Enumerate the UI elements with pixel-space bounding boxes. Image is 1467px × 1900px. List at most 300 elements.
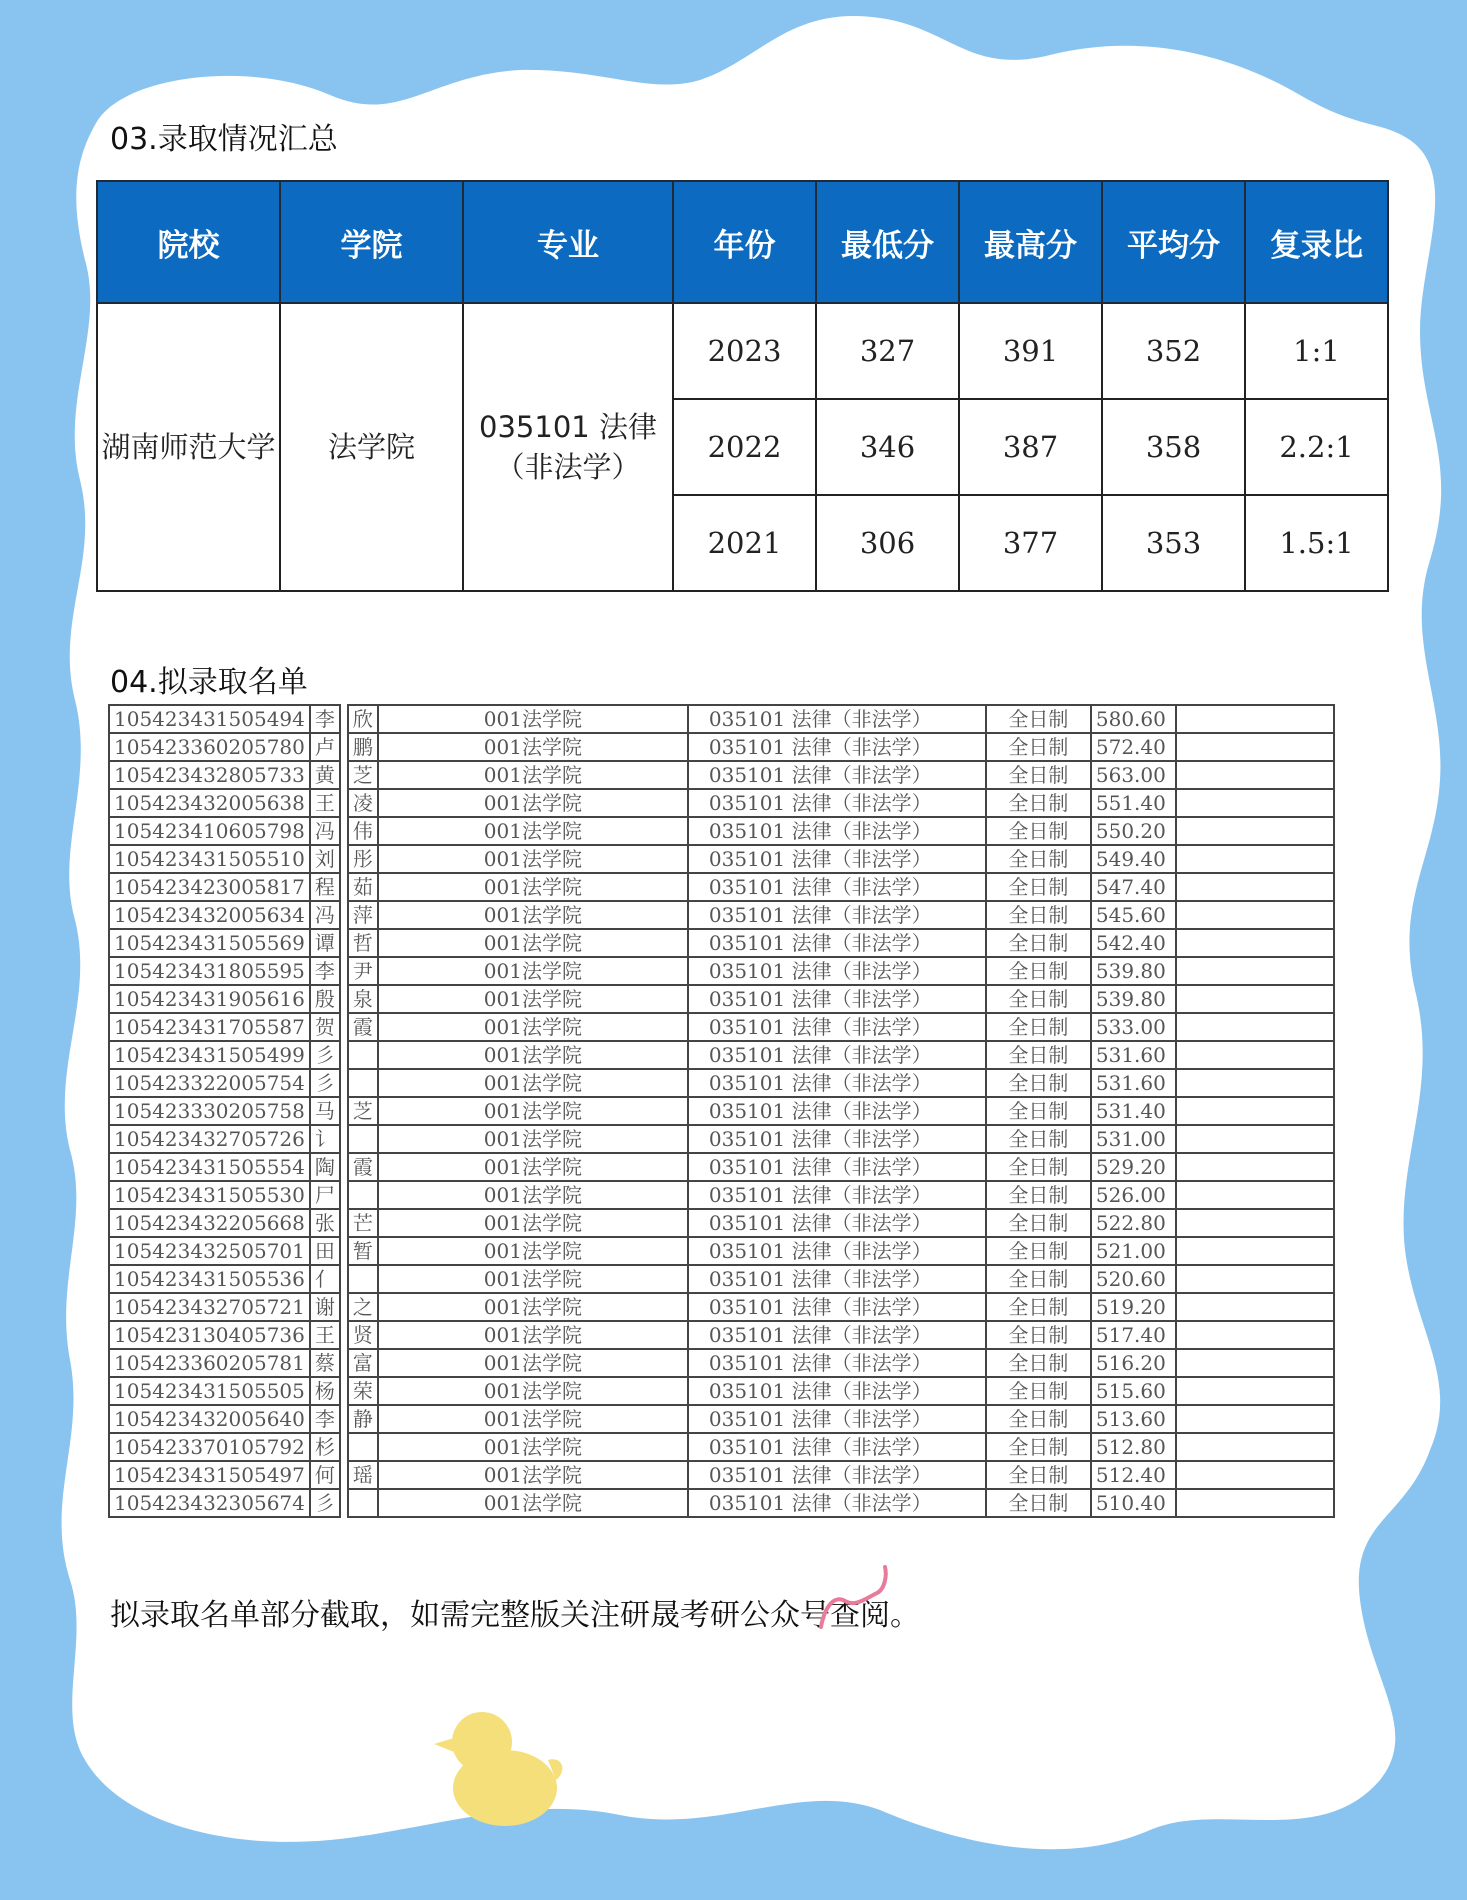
- empty-cell: [1176, 1265, 1334, 1293]
- name-gap-cell: [340, 1041, 348, 1069]
- major-cell: 035101 法律（非法学）: [688, 1153, 986, 1181]
- name-gap-cell: [340, 1433, 348, 1461]
- name-given-cell: 鹏: [348, 733, 378, 761]
- score-cell: 522.80: [1091, 1209, 1176, 1237]
- name-gap-cell: [340, 761, 348, 789]
- score-cell: 531.00: [1091, 1125, 1176, 1153]
- score-cell: 510.40: [1091, 1489, 1176, 1517]
- header-ratio: 复录比: [1245, 181, 1388, 303]
- list-row: [109, 901, 1334, 929]
- score-cell: 512.40: [1091, 1461, 1176, 1489]
- major-cell: 035101 法律（非法学）: [688, 1041, 986, 1069]
- empty-cell: [1176, 873, 1334, 901]
- student-id-cell: 105423431505505: [109, 1377, 310, 1405]
- name-given-cell: [348, 1489, 378, 1517]
- name-surname-cell: 谭: [310, 929, 340, 957]
- name-surname-cell: 李: [310, 957, 340, 985]
- score-cell: 520.60: [1091, 1265, 1176, 1293]
- header-avg-score: 平均分: [1102, 181, 1245, 303]
- name-given-cell: 尹: [348, 957, 378, 985]
- study-mode-cell: 全日制: [986, 1209, 1091, 1237]
- list-row: [109, 1265, 1334, 1293]
- major-cell: 035101 法律（非法学）: [688, 1209, 986, 1237]
- study-mode-cell: 全日制: [986, 1433, 1091, 1461]
- study-mode-cell: 全日制: [986, 1461, 1091, 1489]
- study-mode-cell: 全日制: [986, 1125, 1091, 1153]
- student-id-cell: 105423432205668: [109, 1209, 310, 1237]
- list-row: [109, 845, 1334, 873]
- empty-cell: [1176, 1405, 1334, 1433]
- empty-cell: [1176, 1321, 1334, 1349]
- student-id-cell: 105423431505499: [109, 1041, 310, 1069]
- major-cell: [463, 303, 673, 591]
- score-cell: 533.00: [1091, 1013, 1176, 1041]
- duck-icon: [430, 1700, 570, 1830]
- college-cell: 001法学院: [378, 1405, 688, 1433]
- study-mode-cell: 全日制: [986, 1377, 1091, 1405]
- score-cell: 539.80: [1091, 985, 1176, 1013]
- empty-cell: [1176, 1181, 1334, 1209]
- score-cell: 580.60: [1091, 705, 1176, 733]
- major-cell: 035101 法律（非法学）: [688, 1181, 986, 1209]
- name-given-cell: 荣: [348, 1377, 378, 1405]
- student-id-cell: 105423423005817: [109, 873, 310, 901]
- name-given-cell: 芝: [348, 761, 378, 789]
- name-gap-cell: [340, 817, 348, 845]
- college-cell: 001法学院: [378, 1069, 688, 1097]
- name-gap-cell: [340, 1237, 348, 1265]
- study-mode-cell: 全日制: [986, 1349, 1091, 1377]
- name-given-cell: 静: [348, 1405, 378, 1433]
- score-cell: 513.60: [1091, 1405, 1176, 1433]
- name-gap-cell: [340, 733, 348, 761]
- score-cell: 549.40: [1091, 845, 1176, 873]
- empty-cell: [1176, 733, 1334, 761]
- ratio-cell: 2.2:1: [1245, 399, 1388, 495]
- college-cell: 001法学院: [378, 1293, 688, 1321]
- name-given-cell: [348, 1125, 378, 1153]
- list-row: [109, 1153, 1334, 1181]
- empty-cell: [1176, 761, 1334, 789]
- college-cell: 001法学院: [378, 1461, 688, 1489]
- name-surname-cell: 讠: [310, 1125, 340, 1153]
- college-cell: 001法学院: [378, 1265, 688, 1293]
- section-title-admission-list: 04.拟录取名单: [110, 665, 308, 700]
- empty-cell: [1176, 957, 1334, 985]
- list-row: [109, 817, 1334, 845]
- student-id-cell: 105423431505510: [109, 845, 310, 873]
- ratio-cell: 1:1: [1245, 303, 1388, 399]
- college-cell: 001法学院: [378, 1097, 688, 1125]
- score-cell: 563.00: [1091, 761, 1176, 789]
- name-surname-cell: 彡: [310, 1041, 340, 1069]
- name-surname-cell: 卢: [310, 733, 340, 761]
- name-gap-cell: [340, 1181, 348, 1209]
- college-cell: 001法学院: [378, 733, 688, 761]
- college-cell: 001法学院: [378, 929, 688, 957]
- header-school: 院校: [97, 181, 280, 303]
- empty-cell: [1176, 1377, 1334, 1405]
- major-cell: 035101 法律（非法学）: [688, 1405, 986, 1433]
- student-id-cell: 105423431505497: [109, 1461, 310, 1489]
- empty-cell: [1176, 1237, 1334, 1265]
- name-surname-cell: 尸: [310, 1181, 340, 1209]
- college-cell: 001法学院: [378, 1153, 688, 1181]
- min-cell: 346: [816, 399, 959, 495]
- study-mode-cell: 全日制: [986, 761, 1091, 789]
- college-cell: 001法学院: [378, 1209, 688, 1237]
- name-given-cell: 暂: [348, 1237, 378, 1265]
- name-given-cell: [348, 1433, 378, 1461]
- name-gap-cell: [340, 789, 348, 817]
- name-gap-cell: [340, 1489, 348, 1517]
- list-row: [109, 1209, 1334, 1237]
- min-cell: 327: [816, 303, 959, 399]
- score-cell: 531.60: [1091, 1069, 1176, 1097]
- student-id-cell: 105423432705721: [109, 1293, 310, 1321]
- name-gap-cell: [340, 1405, 348, 1433]
- list-row: [109, 1433, 1334, 1461]
- college-cell: 001法学院: [378, 1377, 688, 1405]
- list-row: [109, 761, 1334, 789]
- ratio-cell: 1.5:1: [1245, 495, 1388, 591]
- college-cell: 001法学院: [378, 705, 688, 733]
- college-cell: 001法学院: [378, 1237, 688, 1265]
- name-gap-cell: [340, 1013, 348, 1041]
- name-given-cell: 贤: [348, 1321, 378, 1349]
- year-cell: 2023: [673, 303, 816, 399]
- study-mode-cell: 全日制: [986, 1153, 1091, 1181]
- footnote: 拟录取名单部分截取，如需完整版关注研晟考研公众号查阅。: [110, 1598, 920, 1633]
- college-cell: 001法学院: [378, 1013, 688, 1041]
- name-gap-cell: [340, 985, 348, 1013]
- list-row: [109, 789, 1334, 817]
- major-code: 035101 法律: [479, 410, 657, 444]
- student-id-cell: 105423370105792: [109, 1433, 310, 1461]
- avg-cell: 353: [1102, 495, 1245, 591]
- name-gap-cell: [340, 1293, 348, 1321]
- header-major: 专业: [463, 181, 673, 303]
- score-cell: 519.20: [1091, 1293, 1176, 1321]
- empty-cell: [1176, 817, 1334, 845]
- name-gap-cell: [340, 1153, 348, 1181]
- score-cell: 572.40: [1091, 733, 1176, 761]
- study-mode-cell: 全日制: [986, 1041, 1091, 1069]
- name-gap-cell: [340, 1097, 348, 1125]
- name-surname-cell: 亻: [310, 1265, 340, 1293]
- name-surname-cell: 王: [310, 1321, 340, 1349]
- name-given-cell: 富: [348, 1349, 378, 1377]
- major-cell: 035101 法律（非法学）: [688, 789, 986, 817]
- name-surname-cell: 彡: [310, 1489, 340, 1517]
- college-cell: 001法学院: [378, 761, 688, 789]
- study-mode-cell: 全日制: [986, 705, 1091, 733]
- name-given-cell: 之: [348, 1293, 378, 1321]
- empty-cell: [1176, 1349, 1334, 1377]
- name-surname-cell: 陶: [310, 1153, 340, 1181]
- score-cell: 542.40: [1091, 929, 1176, 957]
- score-cell: 512.80: [1091, 1433, 1176, 1461]
- school-cell: 湖南师范大学: [97, 303, 280, 591]
- college-cell: 001法学院: [378, 901, 688, 929]
- major-cell: 035101 法律（非法学）: [688, 1265, 986, 1293]
- student-id-cell: 105423431505554: [109, 1153, 310, 1181]
- empty-cell: [1176, 1153, 1334, 1181]
- name-surname-cell: 殷: [310, 985, 340, 1013]
- list-row: [109, 1349, 1334, 1377]
- student-id-cell: 105423431505569: [109, 929, 310, 957]
- major-name: （非法学）: [495, 450, 641, 484]
- college-cell: 001法学院: [378, 845, 688, 873]
- list-row: [109, 1293, 1334, 1321]
- list-row: [109, 1461, 1334, 1489]
- student-id-cell: 105423410605798: [109, 817, 310, 845]
- list-row: [109, 733, 1334, 761]
- study-mode-cell: 全日制: [986, 901, 1091, 929]
- list-row: [109, 1405, 1334, 1433]
- empty-cell: [1176, 1097, 1334, 1125]
- major-cell: 035101 法律（非法学）: [688, 1097, 986, 1125]
- name-gap-cell: [340, 1349, 348, 1377]
- study-mode-cell: 全日制: [986, 789, 1091, 817]
- admission-summary-table: [96, 180, 1389, 592]
- empty-cell: [1176, 1041, 1334, 1069]
- college-cell: 001法学院: [378, 1433, 688, 1461]
- student-id-cell: 105423432705726: [109, 1125, 310, 1153]
- name-gap-cell: [340, 1125, 348, 1153]
- list-row: [109, 1489, 1334, 1517]
- study-mode-cell: 全日制: [986, 957, 1091, 985]
- empty-cell: [1176, 1069, 1334, 1097]
- list-row: [109, 929, 1334, 957]
- college-cell: 001法学院: [378, 1489, 688, 1517]
- name-gap-cell: [340, 1461, 348, 1489]
- list-row: [109, 1097, 1334, 1125]
- summary-header-row: [97, 181, 1388, 303]
- college-cell: 001法学院: [378, 1125, 688, 1153]
- list-row: [109, 1013, 1334, 1041]
- student-id-cell: 105423432505701: [109, 1237, 310, 1265]
- name-given-cell: 伟: [348, 817, 378, 845]
- score-cell: 521.00: [1091, 1237, 1176, 1265]
- min-cell: 306: [816, 495, 959, 591]
- study-mode-cell: 全日制: [986, 1293, 1091, 1321]
- empty-cell: [1176, 1433, 1334, 1461]
- name-surname-cell: 彡: [310, 1069, 340, 1097]
- name-given-cell: 茹: [348, 873, 378, 901]
- study-mode-cell: 全日制: [986, 1237, 1091, 1265]
- score-cell: 550.20: [1091, 817, 1176, 845]
- empty-cell: [1176, 1489, 1334, 1517]
- name-given-cell: [348, 1069, 378, 1097]
- major-cell: 035101 法律（非法学）: [688, 1377, 986, 1405]
- study-mode-cell: 全日制: [986, 845, 1091, 873]
- study-mode-cell: 全日制: [986, 1097, 1091, 1125]
- name-gap-cell: [340, 929, 348, 957]
- name-given-cell: 芒: [348, 1209, 378, 1237]
- name-surname-cell: 程: [310, 873, 340, 901]
- college-cell: 001法学院: [378, 789, 688, 817]
- name-surname-cell: 王: [310, 789, 340, 817]
- empty-cell: [1176, 1293, 1334, 1321]
- max-cell: 387: [959, 399, 1102, 495]
- empty-cell: [1176, 789, 1334, 817]
- student-id-cell: 105423432005634: [109, 901, 310, 929]
- score-cell: 545.60: [1091, 901, 1176, 929]
- score-cell: 529.20: [1091, 1153, 1176, 1181]
- study-mode-cell: 全日制: [986, 1069, 1091, 1097]
- header-max-score: 最高分: [959, 181, 1102, 303]
- student-id-cell: 105423431905616: [109, 985, 310, 1013]
- name-surname-cell: 冯: [310, 817, 340, 845]
- list-row: [109, 1069, 1334, 1097]
- score-cell: 531.40: [1091, 1097, 1176, 1125]
- name-surname-cell: 李: [310, 1405, 340, 1433]
- student-id-cell: 105423431505494: [109, 705, 310, 733]
- score-cell: 539.80: [1091, 957, 1176, 985]
- name-given-cell: [348, 1265, 378, 1293]
- college-cell: 001法学院: [378, 1349, 688, 1377]
- major-cell: 035101 法律（非法学）: [688, 1125, 986, 1153]
- study-mode-cell: 全日制: [986, 1013, 1091, 1041]
- study-mode-cell: 全日制: [986, 1321, 1091, 1349]
- name-surname-cell: 黄: [310, 761, 340, 789]
- name-gap-cell: [340, 845, 348, 873]
- name-gap-cell: [340, 1377, 348, 1405]
- major-cell: 035101 法律（非法学）: [688, 1461, 986, 1489]
- score-cell: 516.20: [1091, 1349, 1176, 1377]
- list-row: [109, 1377, 1334, 1405]
- major-cell: 035101 法律（非法学）: [688, 929, 986, 957]
- major-cell: 035101 法律（非法学）: [688, 1069, 986, 1097]
- score-cell: 551.40: [1091, 789, 1176, 817]
- major-cell: 035101 法律（非法学）: [688, 1237, 986, 1265]
- college-cell: 001法学院: [378, 1041, 688, 1069]
- name-gap-cell: [340, 873, 348, 901]
- major-cell: 035101 法律（非法学）: [688, 1321, 986, 1349]
- list-row: [109, 1041, 1334, 1069]
- name-surname-cell: 李: [310, 705, 340, 733]
- name-given-cell: 霞: [348, 1153, 378, 1181]
- major-cell: 035101 法律（非法学）: [688, 901, 986, 929]
- major-cell: 035101 法律（非法学）: [688, 845, 986, 873]
- empty-cell: [1176, 901, 1334, 929]
- list-row: [109, 1237, 1334, 1265]
- student-id-cell: 105423432005638: [109, 789, 310, 817]
- name-given-cell: 欣: [348, 705, 378, 733]
- major-cell: 035101 法律（非法学）: [688, 873, 986, 901]
- name-given-cell: 泉: [348, 985, 378, 1013]
- student-id-cell: 105423432305674: [109, 1489, 310, 1517]
- score-cell: 515.60: [1091, 1377, 1176, 1405]
- score-cell: 517.40: [1091, 1321, 1176, 1349]
- name-surname-cell: 何: [310, 1461, 340, 1489]
- list-row: [109, 1321, 1334, 1349]
- name-surname-cell: 杉: [310, 1433, 340, 1461]
- name-given-cell: 彤: [348, 845, 378, 873]
- student-id-cell: 105423432005640: [109, 1405, 310, 1433]
- empty-cell: [1176, 1209, 1334, 1237]
- college-cell: 001法学院: [378, 1181, 688, 1209]
- study-mode-cell: 全日制: [986, 985, 1091, 1013]
- student-id-cell: 105423330205758: [109, 1097, 310, 1125]
- name-gap-cell: [340, 1069, 348, 1097]
- name-surname-cell: 冯: [310, 901, 340, 929]
- study-mode-cell: 全日制: [986, 1405, 1091, 1433]
- pink-scribble-icon: [815, 1555, 895, 1635]
- admission-list-table: [108, 704, 1335, 1518]
- name-gap-cell: [340, 705, 348, 733]
- name-given-cell: 芝: [348, 1097, 378, 1125]
- college-cell: 001法学院: [378, 985, 688, 1013]
- name-surname-cell: 张: [310, 1209, 340, 1237]
- header-year: 年份: [673, 181, 816, 303]
- empty-cell: [1176, 985, 1334, 1013]
- name-surname-cell: 蔡: [310, 1349, 340, 1377]
- empty-cell: [1176, 929, 1334, 957]
- name-given-cell: 哲: [348, 929, 378, 957]
- header-college: 学院: [280, 181, 463, 303]
- summary-row: [97, 303, 1388, 399]
- list-row: [109, 873, 1334, 901]
- avg-cell: 352: [1102, 303, 1245, 399]
- name-surname-cell: 田: [310, 1237, 340, 1265]
- major-cell: 035101 法律（非法学）: [688, 957, 986, 985]
- student-id-cell: 105423431705587: [109, 1013, 310, 1041]
- score-cell: 526.00: [1091, 1181, 1176, 1209]
- name-surname-cell: 马: [310, 1097, 340, 1125]
- student-id-cell: 105423432805733: [109, 761, 310, 789]
- study-mode-cell: 全日制: [986, 1181, 1091, 1209]
- max-cell: 377: [959, 495, 1102, 591]
- name-given-cell: 凌: [348, 789, 378, 817]
- empty-cell: [1176, 845, 1334, 873]
- student-id-cell: 105423431505530: [109, 1181, 310, 1209]
- college-cell: 001法学院: [378, 957, 688, 985]
- name-given-cell: 瑶: [348, 1461, 378, 1489]
- study-mode-cell: 全日制: [986, 929, 1091, 957]
- study-mode-cell: 全日制: [986, 873, 1091, 901]
- student-id-cell: 105423431805595: [109, 957, 310, 985]
- name-surname-cell: 贺: [310, 1013, 340, 1041]
- major-cell: 035101 法律（非法学）: [688, 817, 986, 845]
- name-gap-cell: [340, 901, 348, 929]
- list-row: [109, 957, 1334, 985]
- name-gap-cell: [340, 1265, 348, 1293]
- admission-list-image: [108, 704, 1351, 1564]
- name-surname-cell: 杨: [310, 1377, 340, 1405]
- name-surname-cell: 刘: [310, 845, 340, 873]
- name-given-cell: [348, 1041, 378, 1069]
- empty-cell: [1176, 1125, 1334, 1153]
- student-id-cell: 105423322005754: [109, 1069, 310, 1097]
- name-surname-cell: 谢: [310, 1293, 340, 1321]
- avg-cell: 358: [1102, 399, 1245, 495]
- max-cell: 391: [959, 303, 1102, 399]
- study-mode-cell: 全日制: [986, 1265, 1091, 1293]
- list-row: [109, 1125, 1334, 1153]
- year-cell: 2021: [673, 495, 816, 591]
- college-cell: 001法学院: [378, 873, 688, 901]
- list-row: [109, 1181, 1334, 1209]
- major-cell: 035101 法律（非法学）: [688, 1293, 986, 1321]
- study-mode-cell: 全日制: [986, 1489, 1091, 1517]
- student-id-cell: 105423130405736: [109, 1321, 310, 1349]
- major-cell: 035101 法律（非法学）: [688, 733, 986, 761]
- college-cell: 001法学院: [378, 1321, 688, 1349]
- empty-cell: [1176, 1461, 1334, 1489]
- name-gap-cell: [340, 957, 348, 985]
